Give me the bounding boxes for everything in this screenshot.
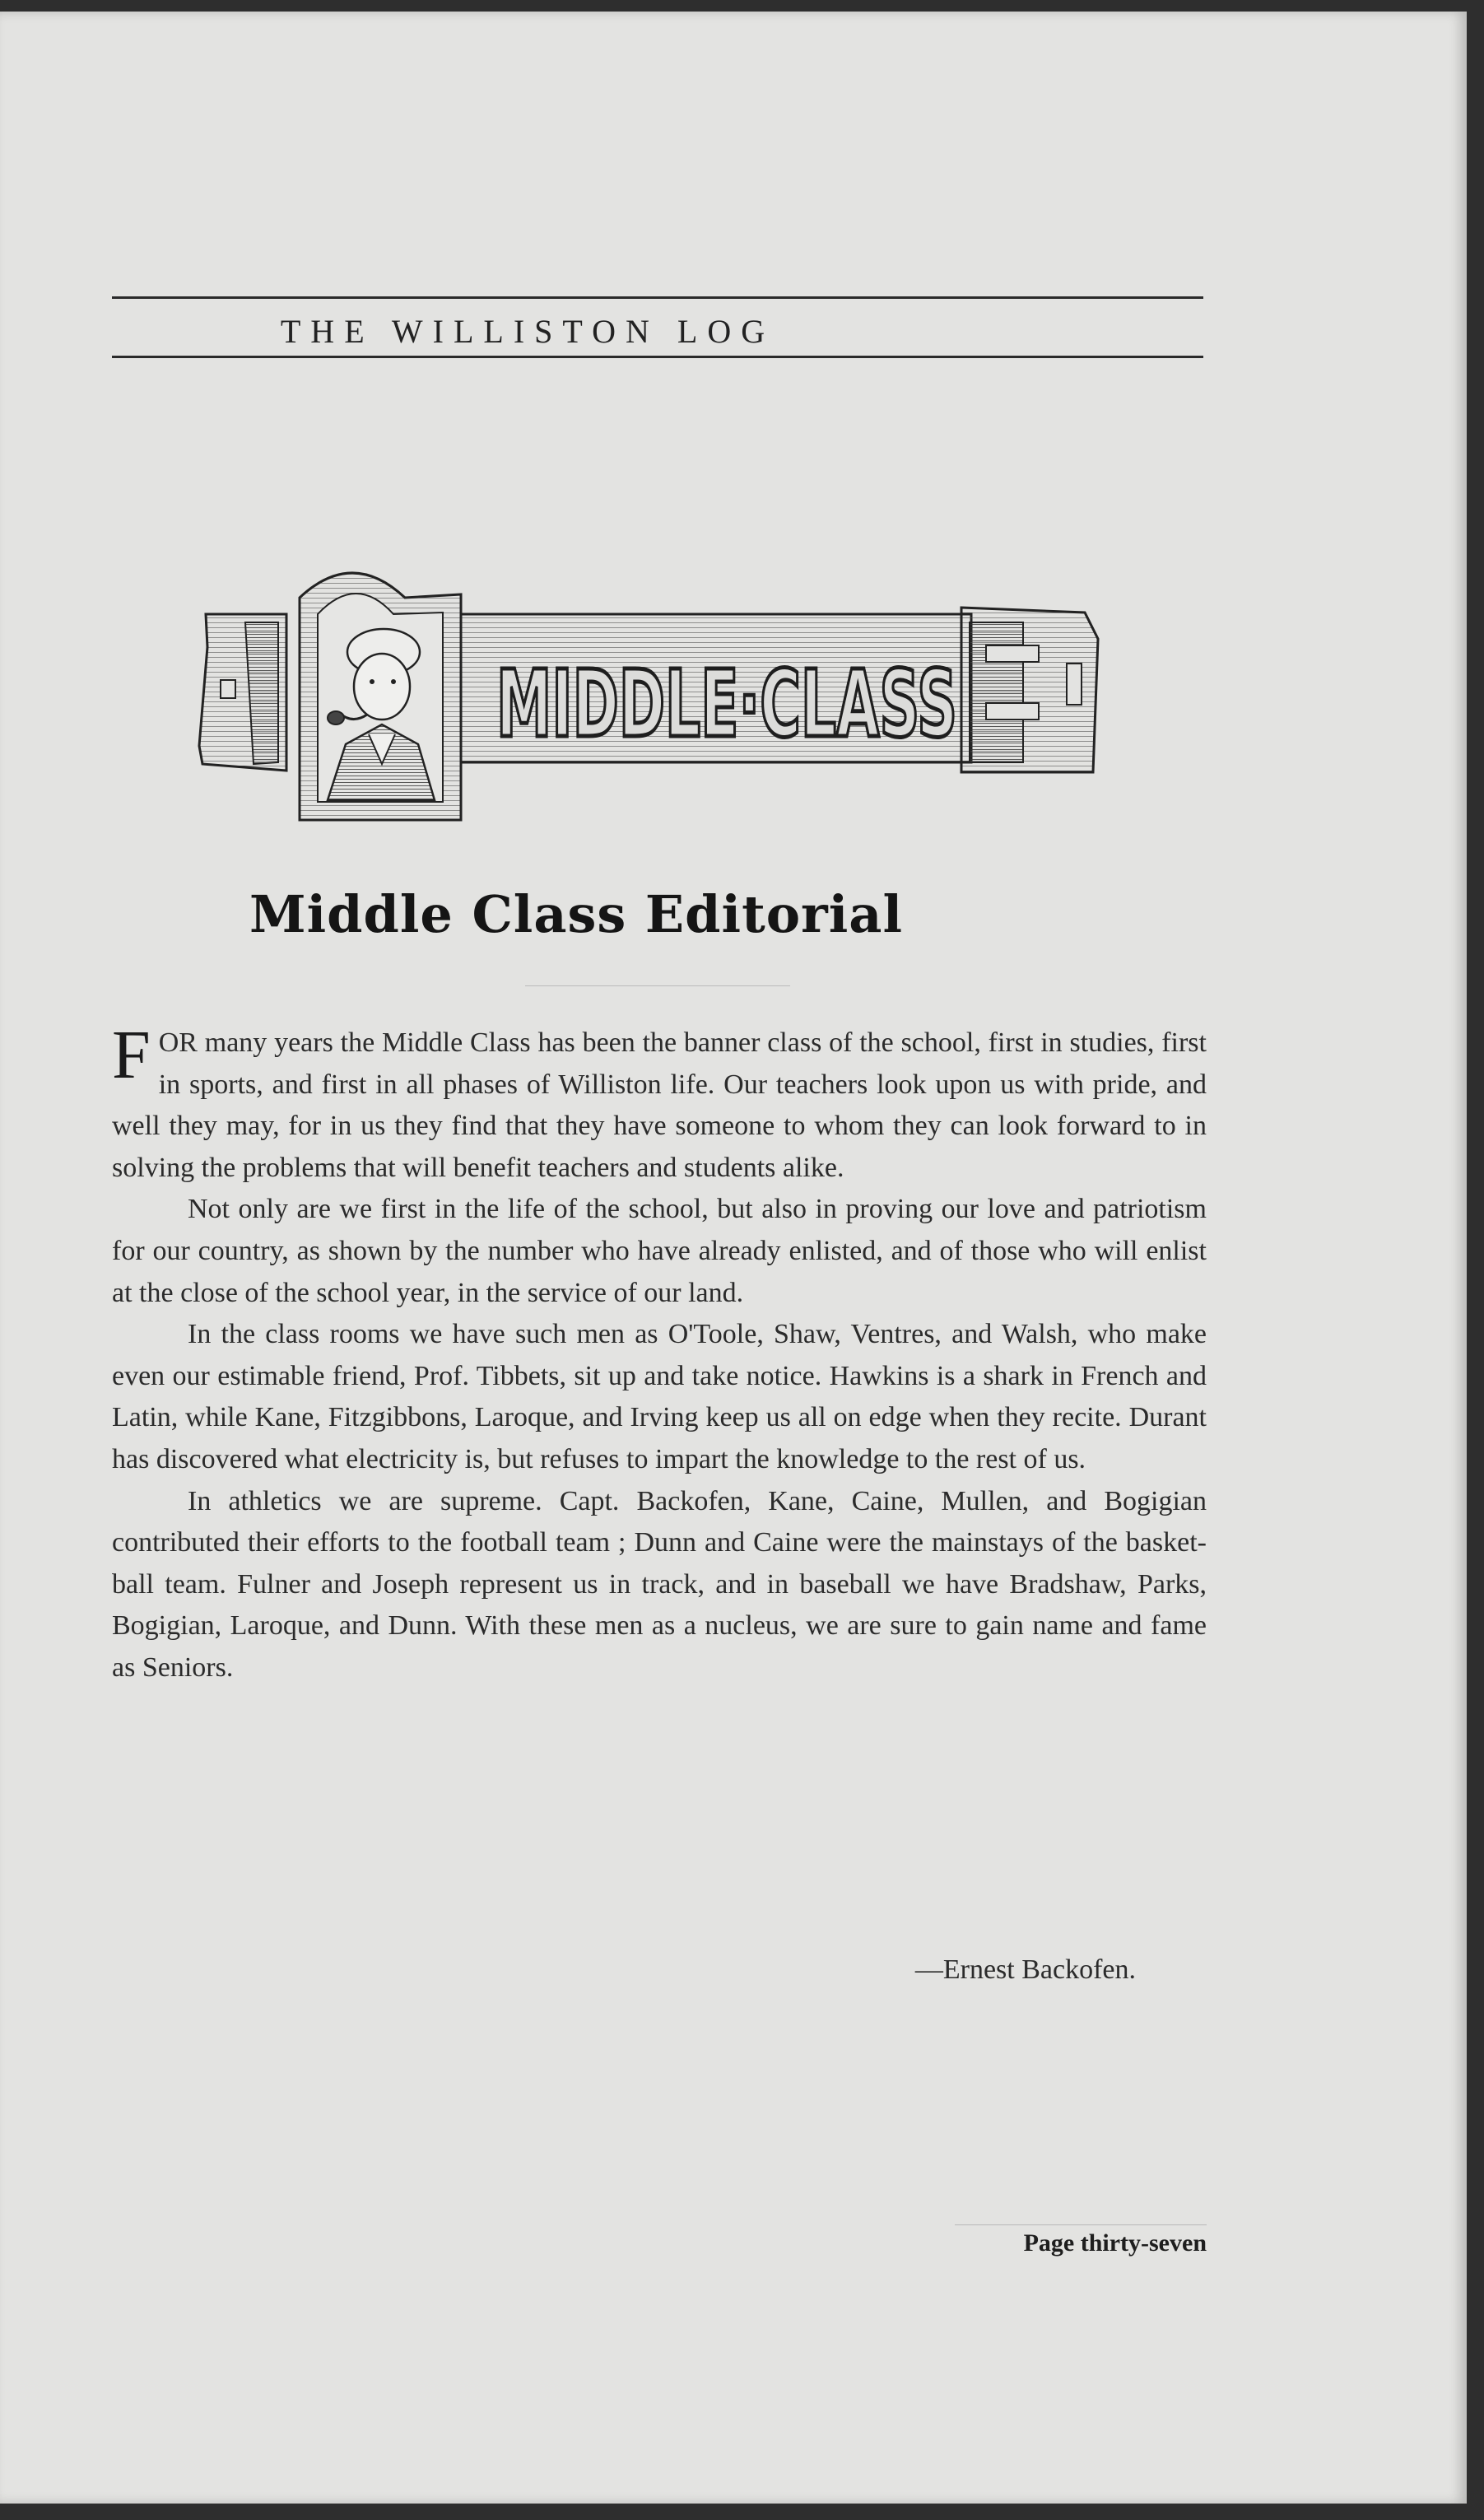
header-rule-bottom: [112, 356, 1203, 358]
footer-rule: [955, 2224, 1207, 2225]
page: [0, 12, 1467, 2504]
paragraph-1-text: OR many years the Middle Class has been the banner class of the school, first in studies, first in sports, and first in all phases of Williston life. Our teachers look upon us with pride, and well they may, for in us they find that they have someone to whom they can look forward to in solving the problems that will benefit teachers and students alike.: [112, 1027, 1207, 1183]
editorial-title: Middle Class Editorial: [249, 884, 904, 944]
paragraph-4: In athletics we are supreme. Capt. Backofen, Kane, Caine, Mullen, and Bogigian contributed their efforts to the football team ; Dunn and Caine were the mainstays of the basket-ball team. Fulner and Joseph represent us in track, and in baseball we have Bradshaw, Parks, Bogigian, Laroque, and Dunn. With these men as a nucleus, we are sure to gain name and fame as Seniors.: [112, 1485, 1207, 1683]
header-rule-top: [112, 296, 1203, 299]
paragraph-3: In the class rooms we have such men as O'Toole, Shaw, Ventres, and Walsh, who make even our estimable friend, Prof. Tibbets, sit up and take notice. Hawkins is a shark in French and Latin, while Kane, Fitzgibbons, Laroque, and Irving keep us all on edge when they recite. Durant has discovered what electricity is, but refuses to impart the knowledge to the rest of us.: [112, 1319, 1207, 1474]
paragraph-1: [112, 1017, 1207, 1189]
running-header: THE WILLISTON LOG: [280, 313, 775, 350]
title-divider: [525, 985, 790, 986]
drop-cap: F: [112, 1017, 151, 1093]
paragraph-2: Not only are we first in the life of the school, but also in proving our love and patriotism for our country, as shown by the number who have already enlisted, and of those who will enlist at the close of the school year, in the service of our land.: [112, 1194, 1207, 1308]
banner-label-text: MIDDLE·CLASS: [496, 651, 957, 758]
banner-label: [484, 639, 970, 771]
page-number: Page thirty-seven: [1023, 2229, 1207, 2257]
editorial-body: [112, 1017, 1207, 1689]
author-signature: —Ernest Backofen.: [914, 1954, 1136, 1985]
